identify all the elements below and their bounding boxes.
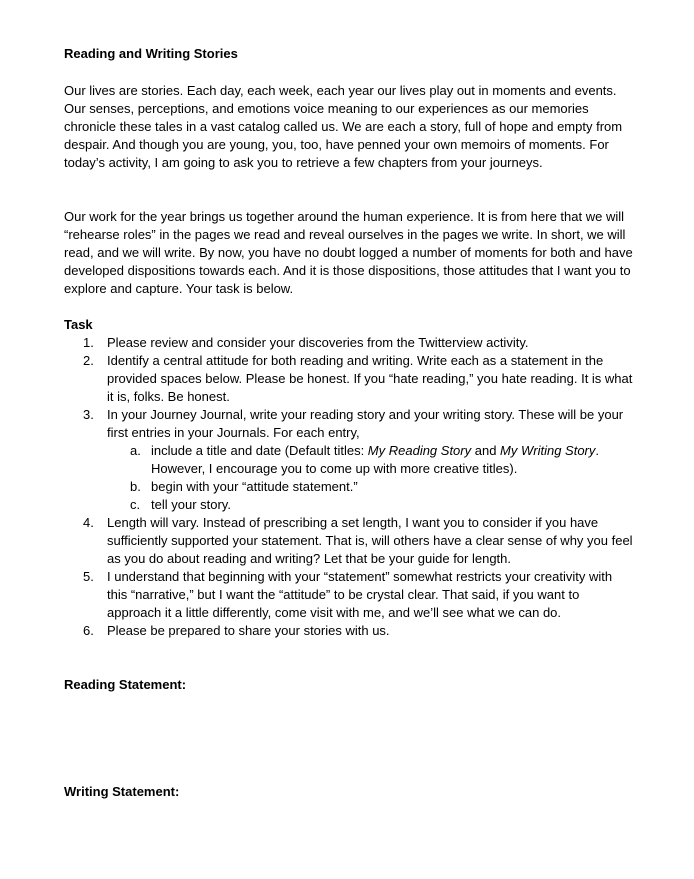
intro-paragraph: Our lives are stories. Each day, each week, each year our lives play out in moments and events. Our senses, perceptions, and emotions voice meaning to our experiences as our memories chronicle these tales in a vast catalog called us. We are each a story, full of hope and empty from despair. And though you are young, you, too, have penned your own memoirs of moments. For today’s activity, I am going to ask you to retrieve a few chapters from your journeys. bbox=[64, 83, 623, 170]
sub-item-text: tell your story. bbox=[151, 497, 231, 512]
reading-statement-label: Reading Statement: bbox=[64, 677, 187, 692]
list-item bbox=[64, 568, 634, 622]
default-title-reading: My Reading Story bbox=[367, 443, 472, 458]
sub-list-letter: a. bbox=[130, 443, 141, 458]
sub-item-text-and: and bbox=[471, 443, 501, 458]
list-item-text: Identify a central attitude for both reading and writing. Write each as a statement in the provided spaces below. Please be honest. If you “hate reading,” you hate reading. It is what it is, folks. Be honest. bbox=[107, 353, 633, 404]
task-list bbox=[64, 334, 634, 640]
sub-list bbox=[107, 442, 634, 514]
list-item-text: I understand that beginning with your “statement” somewhat restricts your creativity with this “narrative,” but I want the “attitude” to be crystal clear. That said, if you want to approach it a little differently, come visit with me, and we’ll see what we can do. bbox=[107, 569, 613, 620]
list-number: 1. bbox=[83, 335, 94, 350]
list-item bbox=[64, 514, 634, 568]
list-number: 4. bbox=[83, 515, 94, 530]
writing-statement-label: Writing Statement: bbox=[64, 784, 180, 799]
list-item bbox=[64, 622, 634, 640]
task-heading: Task bbox=[64, 317, 93, 332]
sub-list-letter: b. bbox=[130, 479, 141, 494]
list-number: 3. bbox=[83, 407, 94, 422]
list-number: 5. bbox=[83, 569, 94, 584]
list-item-text: Please review and consider your discoveries from the Twitterview activity. bbox=[107, 335, 529, 350]
sub-item-text-pre: include a title and date (Default titles: bbox=[151, 443, 368, 458]
sub-list-item bbox=[107, 478, 634, 496]
document-title: Reading and Writing Stories bbox=[64, 46, 238, 61]
list-item-text: In your Journey Journal, write your reading story and your writing story. These will be your first entries in your Journals. For each entry, bbox=[107, 407, 624, 440]
list-item-text: Please be prepared to share your stories with us. bbox=[107, 623, 390, 638]
sub-item-text-post: . However, I encourage you to come up with more creative titles). bbox=[151, 443, 600, 476]
sub-list-letter: c. bbox=[130, 497, 141, 512]
context-paragraph: Our work for the year brings us together around the human experience. It is from here that we will “rehearse roles” in the pages we read and reveal ourselves in the pages we write. In short, we will read, and we will write. By now, you have no doubt logged a number of moments for both and have developed dispositions towards each. And it is those dispositions, those attitudes that I want you to explore and capture. Your task is below. bbox=[64, 209, 633, 296]
list-item-text: Length will vary. Instead of prescribing a set length, I want you to consider if you have sufficiently supported your statement. That is, will others have a clear sense of why you feel as you do about reading and writing? Let that be your guide for length. bbox=[107, 515, 633, 566]
list-item bbox=[64, 352, 634, 406]
sub-list-item bbox=[107, 442, 634, 478]
list-item bbox=[64, 406, 634, 514]
list-item bbox=[64, 334, 634, 352]
list-number: 6. bbox=[83, 623, 94, 638]
sub-item-text: begin with your “attitude statement.” bbox=[151, 479, 358, 494]
sub-list-item bbox=[107, 496, 634, 514]
default-title-writing: My Writing Story bbox=[500, 443, 596, 458]
list-number: 2. bbox=[83, 353, 94, 368]
